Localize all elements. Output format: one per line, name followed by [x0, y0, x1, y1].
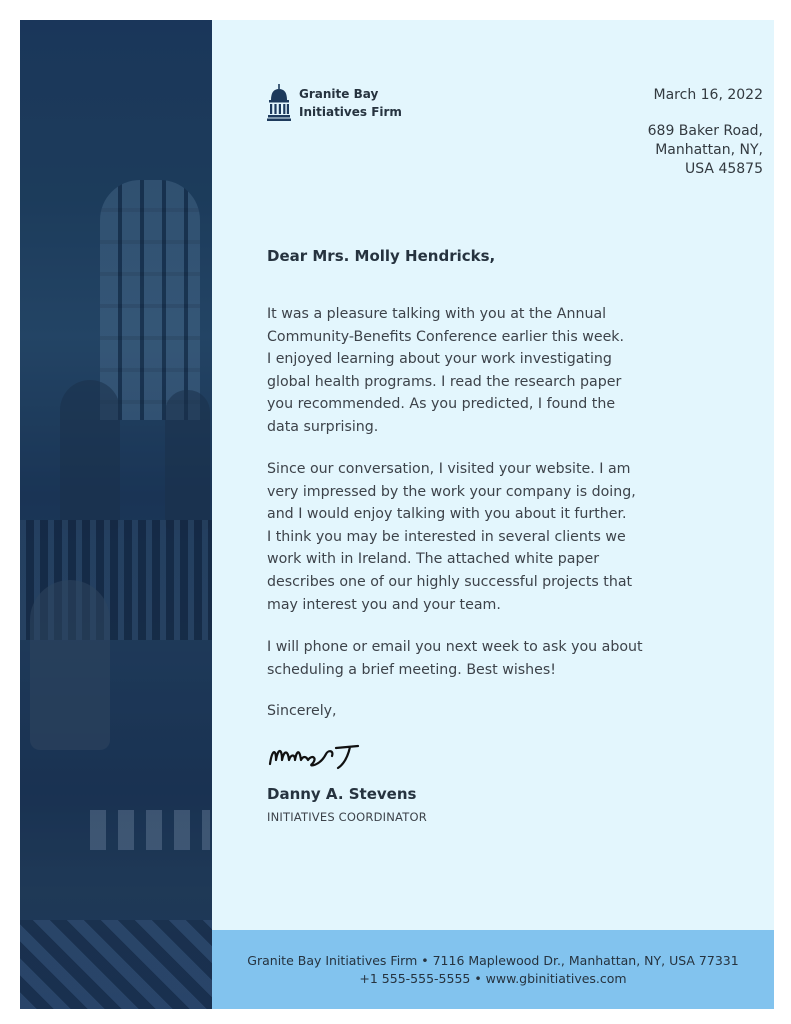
text-line: Since our conversation, I visited your website. I am: [267, 461, 631, 477]
text-line: very impressed by the work your company is doing,: [267, 483, 636, 500]
body-paragraph-2: [267, 458, 687, 616]
text-line: and I would enjoy talking with you about it further.: [267, 506, 627, 523]
text-line: global health programs. I read the research paper: [267, 373, 622, 390]
text-line: work with in Ireland. The attached white paper: [267, 551, 600, 568]
text-line: describes one of our highly successful projects that: [267, 573, 633, 590]
footer-band: [212, 930, 774, 1009]
text-line: I enjoyed learning about your work investigating: [267, 351, 612, 368]
recipient-address: [648, 122, 763, 179]
side-photo-panel: [20, 20, 212, 1009]
text-line: scheduling a brief meeting. Best wishes!: [267, 661, 556, 678]
letter-date: March 16, 2022: [653, 87, 763, 103]
text-line: data surprising.: [267, 418, 379, 435]
address-line: USA 45875: [685, 161, 763, 177]
company-logo: [267, 84, 402, 122]
signer-title: INITIATIVES COORDINATOR: [267, 810, 427, 824]
handwritten-signature: [268, 740, 368, 772]
signer-name: Danny A. Stevens: [267, 785, 417, 803]
salutation: Dear Mrs. Molly Hendricks,: [267, 247, 496, 265]
capitol-building-icon: [267, 84, 291, 122]
closing: Sincerely,: [267, 703, 337, 719]
text-line: you recommended. As you predicted, I found the: [267, 396, 616, 413]
photo-tint-overlay: [20, 20, 212, 1009]
text-line: It was a pleasure talking with you at the Annual: [267, 306, 607, 322]
company-name: [299, 85, 402, 121]
body-paragraph-1: [267, 303, 687, 439]
body-paragraph-3: [267, 636, 687, 681]
text-line: may interest you and your team.: [267, 596, 501, 613]
text-line: I think you may be interested in several clients we: [267, 528, 626, 545]
address-line: 689 Baker Road,: [647, 123, 763, 139]
text-line: Community-Benefits Conference earlier this week.: [267, 328, 625, 345]
footer-address-line: Granite Bay Initiatives Firm • 7116 Maplewood Dr., Manhattan, NY, USA 77331: [247, 952, 739, 968]
footer-contact-line: +1 555-555-5555 • www.gbinitiatives.com: [359, 970, 627, 986]
text-line: I will phone or email you next week to ask you about: [267, 639, 643, 655]
company-name-line1: Granite Bay: [299, 87, 379, 101]
company-name-line2: Initiatives Firm: [299, 105, 402, 119]
address-line: Manhattan, NY,: [655, 142, 763, 158]
